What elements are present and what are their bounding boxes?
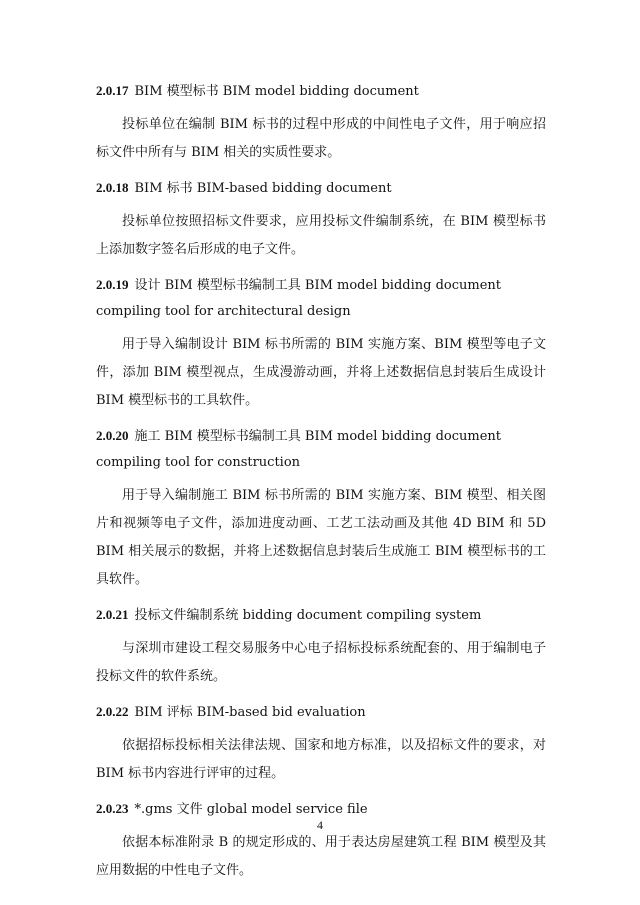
term-definition-2-0-19: 用于导入编制设计 BIM 标书所需的 BIM 实施方案、BIM 模型等电子文件，添加 BIM 模型视点，生成漫游动画，并将上述数据信息封装后生成设计 BIM 模型标书的工具软件。	[96, 337, 546, 408]
term-heading-2-0-17	[96, 78, 546, 105]
term-definition-2-0-23: 依据本标准附录 B 的规定形成的、用于表达房屋建筑工程 BIM 模型及其应用数据的中性电子文件。	[96, 835, 546, 878]
term-title: 设计 BIM 模型标书编制工具 BIM model bidding document compiling tool for architectural design	[96, 278, 502, 319]
term-title: 施工 BIM 模型标书编制工具 BIM model bidding document compiling tool for construction	[96, 429, 502, 470]
term-heading-2-0-20	[96, 423, 546, 476]
term-number: 2.0.20	[96, 428, 129, 443]
document-body	[96, 78, 546, 893]
term-number: 2.0.22	[96, 704, 129, 719]
term-number: 2.0.17	[96, 83, 129, 98]
term-title: BIM 标书 BIM-based bidding document	[134, 181, 392, 196]
term-title: 投标文件编制系统 bidding document compiling system	[134, 608, 482, 623]
term-number: 2.0.21	[96, 607, 129, 622]
term-definition-2-0-18: 投标单位按照招标文件要求，应用投标文件编制系统，在 BIM 模型标书上添加数字签名后形成的电子文件。	[96, 214, 546, 257]
term-definition-2-0-17: 投标单位在编制 BIM 标书的过程中形成的中间性电子文件，用于响应招标文件中所有与 BIM 相关的实质性要求。	[96, 117, 546, 160]
term-title: BIM 评标 BIM-based bid evaluation	[134, 705, 366, 720]
term-heading-2-0-22	[96, 699, 546, 726]
term-definition-2-0-20: 用于导入编制施工 BIM 标书所需的 BIM 实施方案、BIM 模型、相关图片和视频等电子文件，添加进度动画、工艺工法动画及其他 4D BIM 和 5D BIM 相关展示的数据，并将上述数据信息封装后生成施工 BIM 模型标书的工具软件。	[96, 488, 546, 587]
term-number: 2.0.23	[96, 801, 129, 816]
term-number: 2.0.19	[96, 277, 129, 292]
term-definition-2-0-21: 与深圳市建设工程交易服务中心电子招标投标系统配套的、用于编制电子投标文件的软件系统。	[96, 641, 546, 684]
term-title: *.gms 文件 global model service file	[134, 802, 368, 817]
term-number: 2.0.18	[96, 180, 129, 195]
term-heading-2-0-19	[96, 272, 546, 325]
page-number: 4	[317, 818, 323, 832]
term-heading-2-0-18	[96, 175, 546, 202]
term-title: BIM 模型标书 BIM model bidding document	[134, 84, 419, 99]
term-definition-2-0-22: 依据招标投标相关法律法规、国家和地方标准，以及招标文件的要求，对 BIM 标书内容进行评审的过程。	[96, 738, 546, 781]
term-heading-2-0-21	[96, 602, 546, 629]
